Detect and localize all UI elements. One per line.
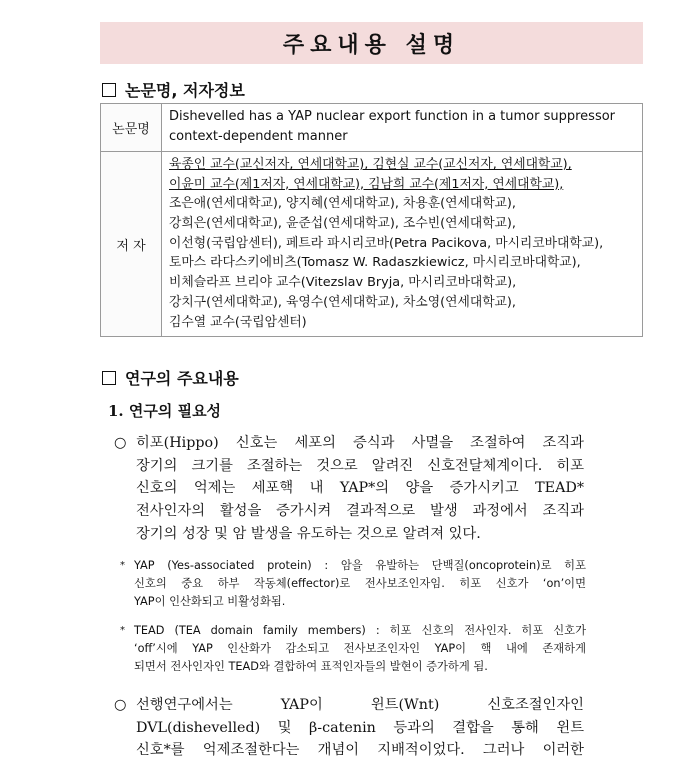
author-line: 강치구(연세대학교), 육영수(연세대학교), 차소영(연세대학교), xyxy=(169,294,516,310)
author-line: 강희은(연세대학교), 윤준섭(연세대학교), 조수빈(연세대학교), xyxy=(169,216,516,232)
paragraph-line: 선행연구에서는 YAP이 윈트(Wnt) 신호조절인자인 xyxy=(136,697,584,713)
paper-title-value xyxy=(162,104,643,152)
footnote-line: ‘off’시에 YAP 인산화가 감소되고 전사보조인자인 YAP이 핵 내에 존재하게 xyxy=(134,642,586,655)
paragraph-line: 장기의 성장 및 암 발생을 유도하는 것으로 알려져 있다. xyxy=(136,525,481,542)
footnote-line: YAP (Yes-associated protein) : 암을 유발하는 단백질(oncoprotein)로 히포 xyxy=(134,559,586,572)
authors-label: 저 자 xyxy=(101,152,162,337)
footnote-marker: * xyxy=(120,560,125,571)
circle-bullet-icon: ○ xyxy=(114,697,127,713)
authors-row xyxy=(101,152,643,337)
author-line: 이윤미 교수(제1저자, 연세대학교), 김남희 교수(제1저자, 연세대학교), xyxy=(169,176,564,192)
author-line: 이선형(국립암센터), 페트라 파시리코바(Petra Pacikova, 마시리코바대학교), xyxy=(169,235,604,251)
footnote-line: YAP이 인산화되고 비활성화됨. xyxy=(134,595,286,608)
paper-info-table xyxy=(100,103,643,337)
paper-title-label: 논문명 xyxy=(101,104,162,152)
author-line: 육종인 교수(교신저자, 연세대학교), 김현실 교수(교신저자, 연세대학교), xyxy=(169,157,572,172)
subsection-heading: 1. 연구의 필요성 xyxy=(108,402,222,420)
paragraph-prior-research xyxy=(114,694,584,762)
section-heading-text: 논문명, 저자정보 xyxy=(125,81,245,100)
section-heading-text: 연구의 주요내용 xyxy=(125,369,239,388)
section-heading-paper-info xyxy=(102,78,245,101)
title-banner xyxy=(100,22,643,64)
paragraph-line: DVL(dishevelled) 및 β-catenin 등과의 결합을 통해 윈트 xyxy=(136,719,584,736)
paragraph-line: 신호의 억제는 세포핵 내 YAP*의 양을 증가시키고 TEAD* xyxy=(136,480,584,497)
paper-title-line: Dishevelled has a YAP nuclear export function in a tumor suppressor xyxy=(169,109,616,124)
footnote-line: 신호의 중요 하부 작동체(effector)로 전사보조인자임. 히포 신호가 ‘on’이면 xyxy=(134,577,586,590)
authors-value xyxy=(162,152,643,337)
footnote-line: 되면서 전사인자인 TEAD와 결합하여 표적인자들의 발현이 증가하게 됨. xyxy=(134,660,488,673)
checkbox-square-icon xyxy=(102,83,116,97)
footnote-marker: * xyxy=(120,625,125,636)
paragraph-line: 신호*를 억제조절한다는 개념이 지배적이었다. 그러나 이러한 xyxy=(136,742,584,759)
paragraph-line: 히포(Hippo) 신호는 세포의 증식과 사멸을 조절하여 조직과 xyxy=(136,435,584,451)
document-title: 주요내용 설명 xyxy=(282,32,461,58)
paragraph-hippo xyxy=(114,432,584,545)
footnote-tead xyxy=(120,622,586,676)
author-line: 김수열 교수(국립암센터) xyxy=(169,314,307,330)
paragraph-line: 장기의 크기를 조절하는 것으로 알려진 신호전달체계이다. 히포 xyxy=(136,457,584,474)
paper-title-row xyxy=(101,104,643,152)
author-line: 조은애(연세대학교), 양지혜(연세대학교), 차용훈(연세대학교), xyxy=(169,196,516,212)
checkbox-square-icon xyxy=(102,371,116,385)
author-line: 비체슬라프 브리야 교수(Vitezslav Bryja, 마시리코바대학교), xyxy=(169,275,517,291)
paragraph-line: 전사인자의 활성을 증가시켜 결과적으로 발생 과정에서 조직과 xyxy=(136,503,584,520)
paper-title-line: context-dependent manner xyxy=(169,129,348,144)
footnote-yap xyxy=(120,557,586,611)
section-heading-research xyxy=(102,366,239,389)
footnote-line: TEAD (TEA domain family members) : 히포 신호의 전사인자. 히포 신호가 xyxy=(134,624,586,637)
circle-bullet-icon: ○ xyxy=(114,435,127,451)
author-line: 토마스 라다스키에비츠(Tomasz W. Radaszkiewicz, 마시리코바대학교), xyxy=(169,255,581,271)
